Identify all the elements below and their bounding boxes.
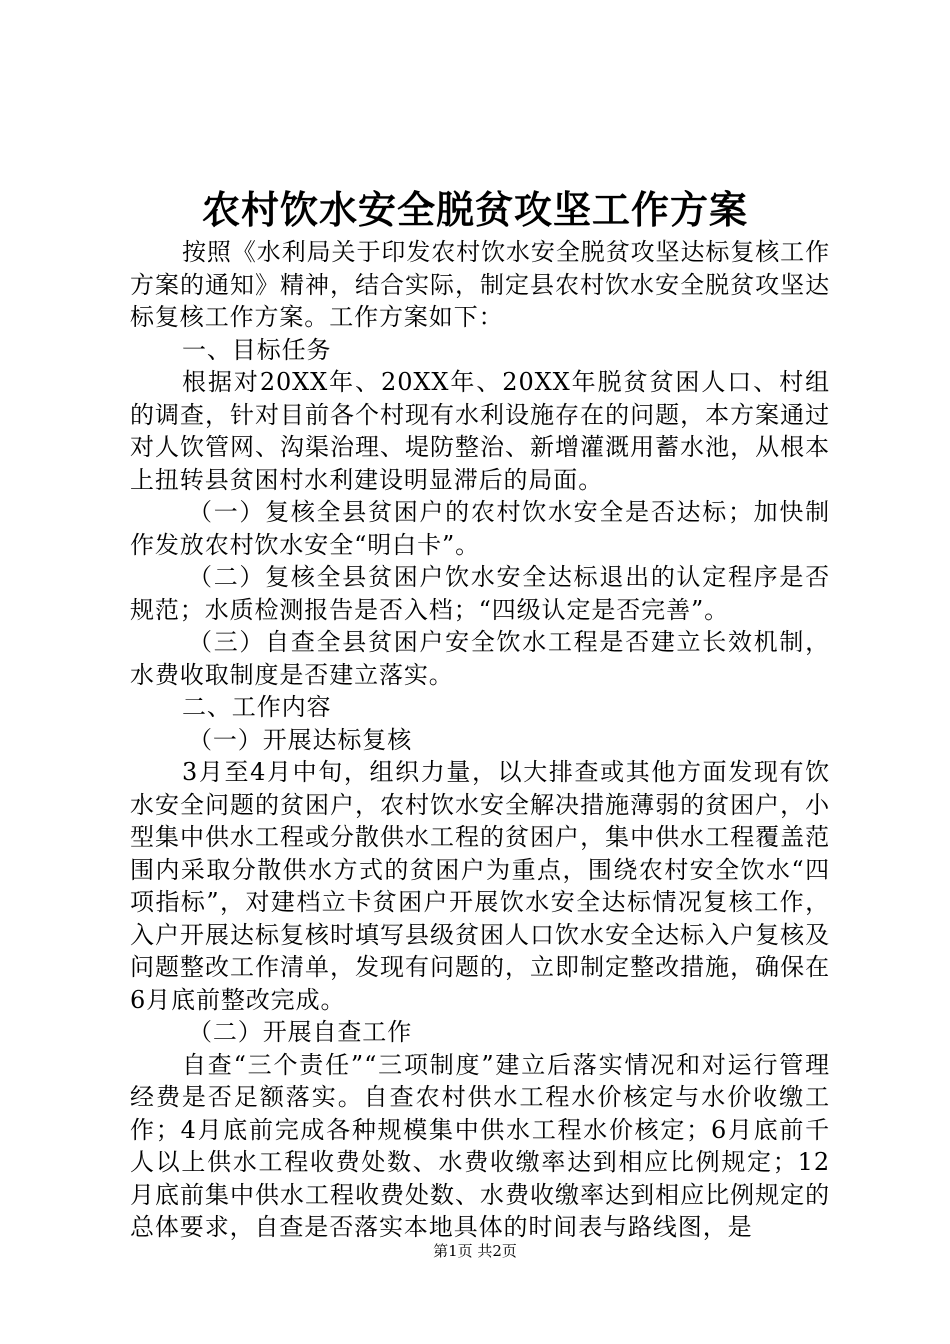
goal-item-1: （一）复核全县贫困户的农村饮水安全是否达标；加快制作发放农村饮水安全“明白卡”。	[130, 498, 830, 559]
document-body	[130, 236, 830, 1244]
review-paragraph: 3月至4月中旬，组织力量，以大排查或其他方面发现有饮水安全问题的贫困户，农村饮水安全解决措施薄弱的贫困户，小型集中供水工程或分散供水工程的贫困户，集中供水工程覆盖范围内采取分散供水方式的贫困户为重点，围绕农村安全饮水“四项指标”，对建档立卡贫困户开展饮水安全达标情况复核工作，入户开展达标复核时填写县级贫困人口饮水安全达标入户复核及问题整改工作清单，发现有问题的，立即制定整改措施，确保在6月底前整改完成。	[130, 758, 830, 1014]
section-heading-content: 二、工作内容	[182, 693, 332, 721]
document-title: 农村饮水安全脱贫攻坚工作方案	[201, 187, 748, 232]
selfcheck-paragraph: 自查“三个责任”“三项制度”建立后落实情况和对运行管理经费是否足额落实。自查农村供水工程水价核定与水价收缴工作；4月底前完成各种规模集中供水工程水价核定；6月底前千人以上供水工程收费处数、水费收缴率达到相应比例规定；12月底前集中供水工程收费处数、水费收缴率达到相应比例规定的总体要求，自查是否落实本地具体的时间表与路线图，是	[130, 1050, 830, 1241]
subsection-heading-review: （一）开展达标复核	[188, 725, 413, 754]
intro-paragraph: 按照《水利局关于印发农村饮水安全脱贫攻坚达标复核工作方案的通知》精神，结合实际，制定县农村饮水安全脱贫攻坚达标复核工作方案。工作方案如下：	[130, 238, 830, 331]
goal-item-2: （二）复核全县贫困户饮水安全达标退出的认定程序是否规范；水质检测报告是否入档；“四级认定是否完善”。	[130, 563, 830, 624]
goals-paragraph: 根据对20XX年、20XX年、20XX年脱贫贫困人口、村组的调查，针对目前各个村现有水利设施存在的问题，本方案通过对人饮管网、沟渠治理、堤防整治、新增灌溉用蓄水池，从根本上扭转县贫困村水利建设明显滞后的局面。	[130, 368, 830, 494]
page-footer: 第1页 共2页	[433, 1242, 517, 1260]
subsection-heading-selfcheck: （二）开展自查工作	[188, 1018, 413, 1046]
section-heading-goals: 一、目标任务	[182, 335, 332, 364]
goal-item-3: （三）自查全县贫困户安全饮水工程是否建立长效机制，水费收取制度是否建立落实。	[130, 628, 830, 689]
